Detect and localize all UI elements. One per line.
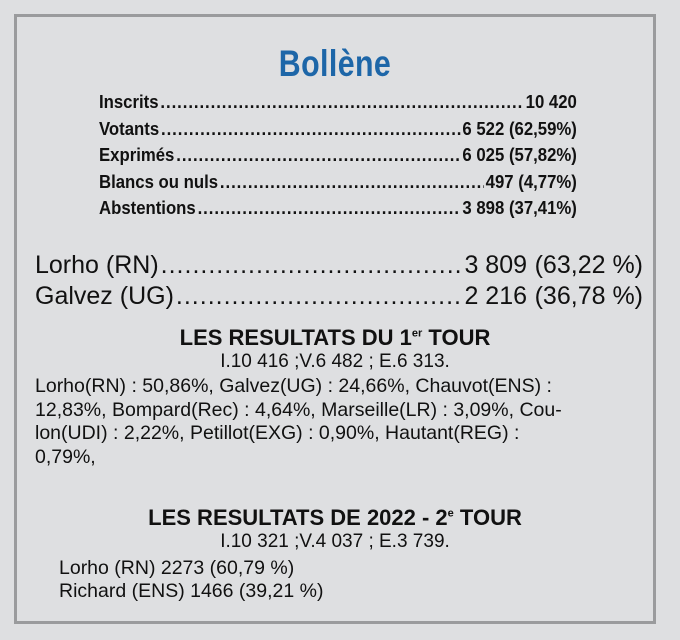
candidate-name: Galvez (UG) [35, 282, 174, 310]
stat-row-abstentions [99, 198, 577, 225]
stat-row-blancs-nuls [99, 172, 577, 199]
stat-value: 3 898 (37,41%) [462, 198, 577, 218]
candidate-percent: (36,78 %) [534, 282, 643, 310]
results-line: 12,83%, Bompard(Rec) : 4,64%, Marseille(LR) : 3,09%, Cou- [35, 398, 562, 421]
candidate-votes: 3 809 [464, 251, 527, 279]
city-title: Bollène [278, 43, 392, 84]
candidate-row [35, 251, 643, 282]
heading-text: LES RESULTATS DE 2022 - 2 [148, 505, 448, 530]
heading-text: LES RESULTATS DU 1 [179, 325, 412, 350]
dot-leader [161, 119, 461, 140]
candidate-results [35, 251, 643, 313]
dot-leader [176, 145, 460, 166]
stat-label: Blancs ou nuls [99, 171, 219, 192]
stat-value: 497 (4,77%) [485, 171, 577, 192]
dot-leader [220, 172, 484, 193]
results-line: Lorho(RN) : 50,86%, Galvez(UG) : 24,66%, Chauvot(ENS) : [35, 375, 552, 397]
results-panel [14, 14, 656, 624]
first-round-summary: I.10 416 ;V.6 482 ; E.6 313. [220, 351, 450, 372]
results-2022-summary: I.10 321 ;V.4 037 ; E.3 739. [220, 531, 450, 552]
heading-text-end: TOUR [422, 325, 491, 350]
dot-leader [161, 251, 463, 280]
results-2022-list [59, 557, 323, 603]
stat-row-exprimes [99, 145, 577, 172]
results-line: Richard (ENS) 1466 (39,21 %) [59, 580, 324, 602]
stat-value: 6 025 (57,82%) [462, 145, 577, 165]
stat-row-votants [99, 119, 577, 146]
dot-leader [160, 92, 523, 113]
stat-value: 10 420 [525, 92, 577, 112]
first-round-results [35, 375, 643, 469]
stat-label: Abstentions [99, 198, 196, 218]
stat-label: Votants [99, 118, 160, 139]
results-line: 0,79%, [35, 445, 96, 468]
results-line: Lorho (RN) 2273 (60,79 %) [59, 557, 295, 579]
stat-label: Exprimés [99, 145, 175, 165]
results-line: lon(UDI) : 2,22%, Petillot(EXG) : 0,90%, Hautant(REG) : [35, 422, 520, 444]
turnout-stats [99, 92, 577, 225]
stat-label: Inscrits [99, 92, 159, 112]
heading-text-end: TOUR [453, 505, 522, 530]
dot-leader [198, 198, 461, 219]
stat-row-inscrits [99, 92, 577, 119]
candidate-row [35, 282, 643, 313]
candidate-name: Lorho (RN) [35, 251, 159, 279]
dot-leader [176, 282, 463, 311]
heading-ordinal: e [447, 507, 454, 520]
first-round-heading [17, 325, 653, 351]
stat-value: 6 522 (62,59%) [462, 118, 577, 139]
heading-ordinal: er [411, 327, 423, 340]
candidate-percent: (63,22 %) [534, 251, 643, 279]
candidate-votes: 2 216 [464, 282, 527, 310]
results-2022-heading [17, 505, 653, 531]
